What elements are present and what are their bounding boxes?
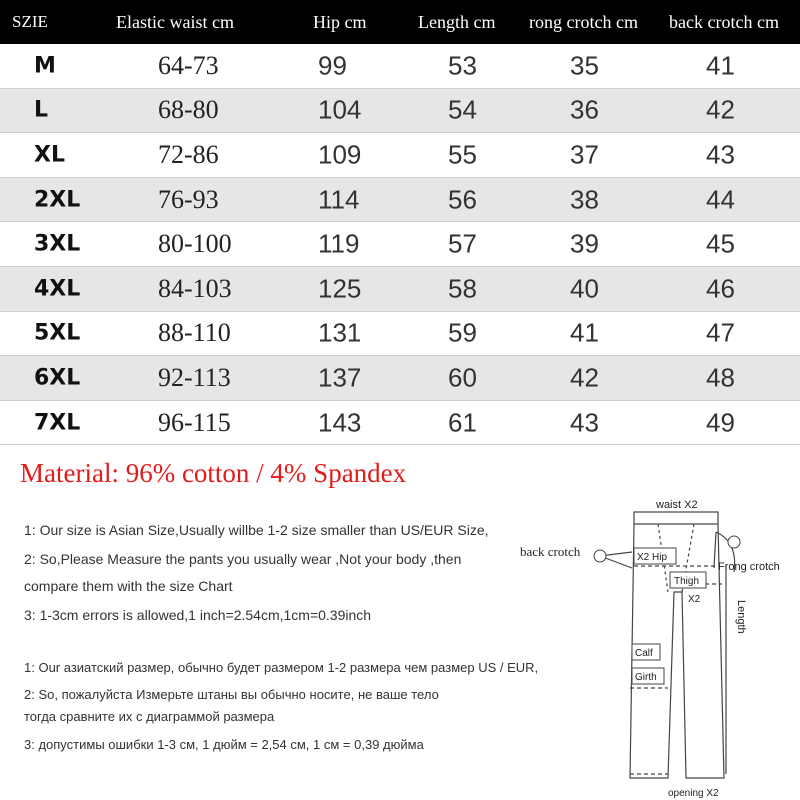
- note-en-2: 2: So,Please Measure the pants you usually wear ,Not your body ,then: [24, 551, 462, 567]
- table-row: [0, 401, 800, 446]
- cell-back-crotch: 49: [706, 407, 735, 438]
- cell-back-crotch: 48: [706, 362, 735, 393]
- cell-size: XL: [34, 142, 65, 168]
- cell-size: 5XL: [34, 320, 81, 346]
- cell-waist: 88-110: [158, 318, 231, 348]
- length-label: Length: [735, 600, 747, 634]
- note-en-4: 3: 1-3cm errors is allowed,1 inch=2.54cm,1cm=0.39inch: [24, 607, 372, 623]
- thigh-x2-label: X2: [688, 594, 701, 605]
- cell-size: 7XL: [34, 410, 81, 436]
- waist-label: waist X2: [656, 499, 698, 511]
- cell-size: 6XL: [34, 365, 81, 391]
- note-ru-2: 2: So, пожалуйста Измерьте штаны вы обычно носите, не ваше тело: [24, 687, 439, 702]
- cell-back-crotch: 45: [706, 228, 735, 259]
- cell-length: 61: [448, 407, 477, 438]
- cell-front-crotch: 40: [570, 273, 599, 304]
- header-back-crotch: back crotch cm: [669, 12, 779, 32]
- table-row: [0, 44, 800, 89]
- cell-size: 4XL: [34, 276, 81, 302]
- cell-length: 58: [448, 273, 477, 304]
- header-hip: Hip cm: [313, 12, 367, 32]
- cell-size: 3XL: [34, 231, 81, 257]
- cell-back-crotch: 42: [706, 94, 735, 125]
- table-row: [0, 133, 800, 178]
- material-line: Material: 96% cotton / 4% Spandex: [20, 458, 407, 488]
- cell-back-crotch: 44: [706, 184, 735, 215]
- cell-front-crotch: 39: [570, 228, 599, 259]
- cell-front-crotch: 36: [570, 94, 599, 125]
- cell-length: 54: [448, 94, 477, 125]
- cell-waist: 76-93: [158, 184, 219, 214]
- cell-hip: 104: [318, 94, 362, 125]
- table-row: [0, 222, 800, 267]
- header-size: SZIE: [12, 12, 48, 31]
- cell-front-crotch: 41: [570, 317, 599, 348]
- note-ru-4: 3: допустимы ошибки 1-3 см, 1 дюйм = 2,54 см, 1 см = 0,39 дюйма: [24, 737, 424, 752]
- cell-back-crotch: 43: [706, 139, 735, 170]
- cell-length: 60: [448, 362, 477, 393]
- cell-back-crotch: 46: [706, 273, 735, 304]
- cell-hip: 114: [318, 184, 360, 215]
- cell-size: M: [34, 53, 56, 79]
- cell-front-crotch: 37: [570, 139, 599, 170]
- girth-label: Girth: [635, 672, 657, 683]
- front-crotch-marker: [728, 536, 740, 548]
- pants-measurement-diagram: [518, 496, 800, 800]
- cell-waist: 96-115: [158, 407, 231, 437]
- header-front-crotch: rong crotch cm: [529, 12, 638, 32]
- cell-size: L: [34, 97, 49, 123]
- cell-hip: 125: [318, 273, 362, 304]
- cell-size: 2XL: [34, 187, 81, 213]
- cell-hip: 99: [318, 50, 347, 81]
- front-crotch-label: Frong crotch: [718, 561, 780, 573]
- cell-hip: 119: [318, 228, 360, 259]
- cell-front-crotch: 38: [570, 184, 599, 215]
- back-crotch-marker: [594, 550, 606, 562]
- cell-length: 59: [448, 317, 477, 348]
- cell-hip: 137: [318, 362, 362, 393]
- table-body: [0, 44, 800, 445]
- table-row: [0, 178, 800, 223]
- cell-waist: 72-86: [158, 139, 219, 169]
- cell-waist: 80-100: [158, 229, 232, 259]
- hip-label: X2 Hip: [637, 552, 668, 563]
- note-en-1: 1: Our size is Asian Size,Usually willbe 1-2 size smaller than US/EUR Size,: [24, 522, 489, 538]
- cell-back-crotch: 41: [706, 50, 735, 81]
- cell-length: 56: [448, 184, 477, 215]
- cell-front-crotch: 35: [570, 50, 599, 81]
- table-header: [0, 0, 800, 44]
- cell-waist: 64-73: [158, 50, 219, 80]
- note-ru-3: тогда сравните их с диаграммой размера: [24, 709, 275, 724]
- cell-back-crotch: 47: [706, 317, 735, 348]
- back-crotch-label: back crotch: [520, 544, 581, 559]
- cell-waist: 68-80: [158, 95, 219, 125]
- cell-front-crotch: 43: [570, 407, 599, 438]
- table-row: [0, 89, 800, 134]
- calf-label: Calf: [635, 648, 653, 659]
- cell-hip: 143: [318, 407, 362, 438]
- cell-length: 55: [448, 139, 477, 170]
- cell-length: 53: [448, 50, 477, 81]
- header-length: Length cm: [418, 12, 496, 32]
- waistband-shape: [634, 512, 718, 524]
- thigh-label: Thigh: [674, 576, 700, 587]
- cell-waist: 92-113: [158, 362, 231, 392]
- table-row: [0, 312, 800, 357]
- cell-hip: 109: [318, 139, 362, 170]
- header-waist: Elastic waist cm: [116, 12, 234, 32]
- opening-label: opening X2: [668, 788, 719, 799]
- table-row: [0, 267, 800, 312]
- cell-hip: 131: [318, 317, 362, 348]
- note-ru-1: 1: Our азиатский размер, обычно будет размером 1-2 размера чем размер US / EUR,: [24, 660, 539, 675]
- table-row: [0, 356, 800, 401]
- cell-length: 57: [448, 228, 477, 259]
- cell-waist: 84-103: [158, 273, 232, 303]
- cell-front-crotch: 42: [570, 362, 599, 393]
- note-en-3: compare them with the size Chart: [24, 578, 233, 594]
